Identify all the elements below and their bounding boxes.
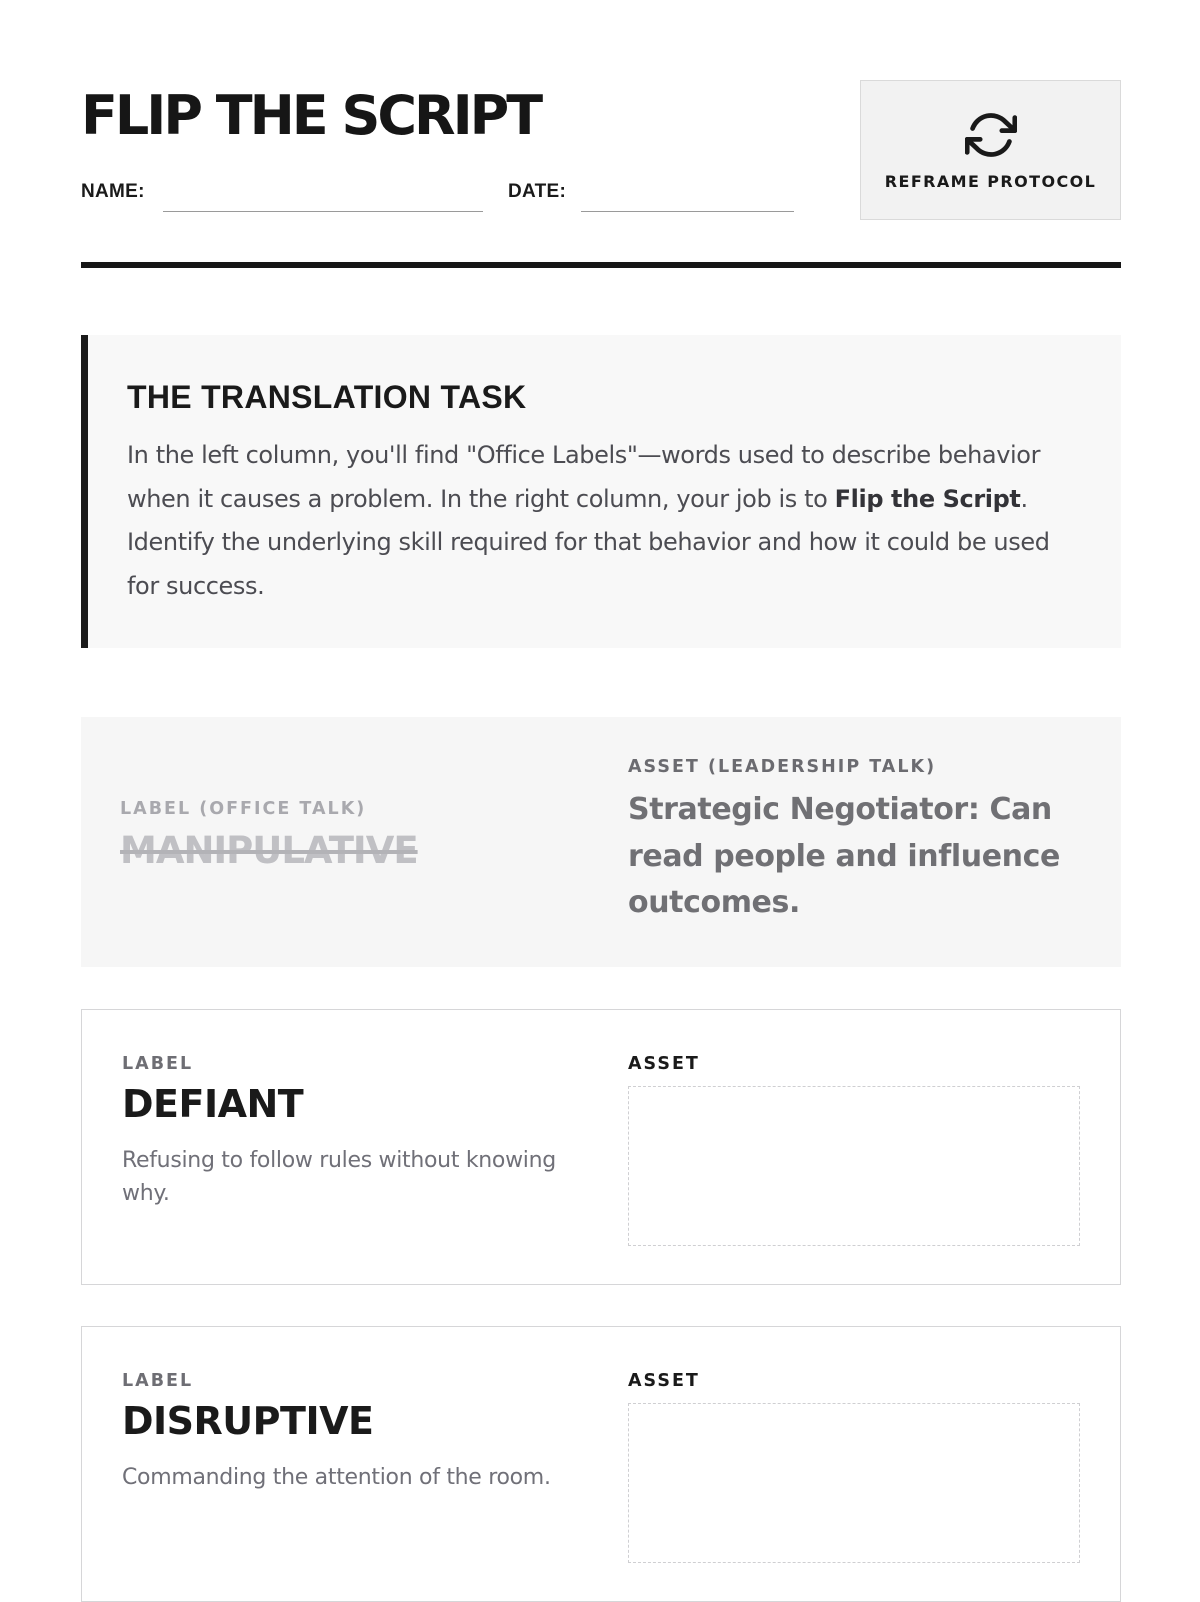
- page-title: FLIP THE SCRIPT: [81, 84, 541, 147]
- reframe-protocol-label: REFRAME PROTOCOL: [884, 172, 1097, 191]
- exercise-card: [81, 1326, 1121, 1602]
- card-label-caption: LABEL: [122, 1054, 194, 1074]
- example-label-word: MANIPULATIVE: [120, 829, 418, 872]
- card-label-description: Refusing to follow rules without knowing why.: [122, 1148, 556, 1206]
- name-label: NAME:: [81, 181, 145, 202]
- asset-answer-box[interactable]: [628, 1086, 1080, 1246]
- example-row: [81, 717, 1121, 967]
- card-asset-column: [628, 1054, 1080, 1246]
- example-asset-column: [628, 757, 1088, 927]
- card-asset-caption: ASSET: [628, 1371, 700, 1391]
- example-asset-caption: ASSET (LEADERSHIP TALK): [628, 757, 937, 777]
- date-field[interactable]: [581, 211, 794, 212]
- instructions-text-part2: . Identify the underlying skill required for that behavior and how it could be used for success.: [127, 484, 1050, 600]
- asset-answer-box[interactable]: [628, 1403, 1080, 1563]
- example-label-column: [120, 799, 418, 872]
- card-label-word: DISRUPTIVE: [122, 1399, 374, 1443]
- exercise-card: [81, 1009, 1121, 1285]
- card-label-column: [122, 1371, 582, 1494]
- instructions-text-bold: Flip the Script: [834, 484, 1021, 513]
- card-asset-caption: ASSET: [628, 1054, 700, 1074]
- card-label-caption: LABEL: [122, 1371, 194, 1391]
- card-label-column: [122, 1054, 582, 1210]
- date-label: DATE:: [508, 181, 567, 202]
- instructions-text-part1: In the left column, you'll find "Office Labels"—words used to describe behavior when it causes a problem. In the right column, your job is to: [127, 441, 1041, 513]
- name-field[interactable]: [163, 211, 483, 212]
- worksheet-header: [81, 80, 1121, 225]
- example-label-caption: LABEL (OFFICE TALK): [120, 799, 367, 819]
- instructions-text: [127, 434, 1077, 608]
- refresh-icon: [965, 109, 1017, 161]
- card-asset-column: [628, 1371, 1080, 1563]
- instructions-heading: THE TRANSLATION TASK: [127, 379, 527, 415]
- instructions-panel: [81, 335, 1121, 648]
- reframe-protocol-badge[interactable]: [860, 80, 1121, 220]
- example-asset-text: Strategic Negotiator: Can read people and influence outcomes.: [628, 792, 1060, 920]
- header-divider: [81, 262, 1121, 268]
- card-label-word: DEFIANT: [122, 1082, 304, 1126]
- card-label-description: Commanding the attention of the room.: [122, 1465, 551, 1490]
